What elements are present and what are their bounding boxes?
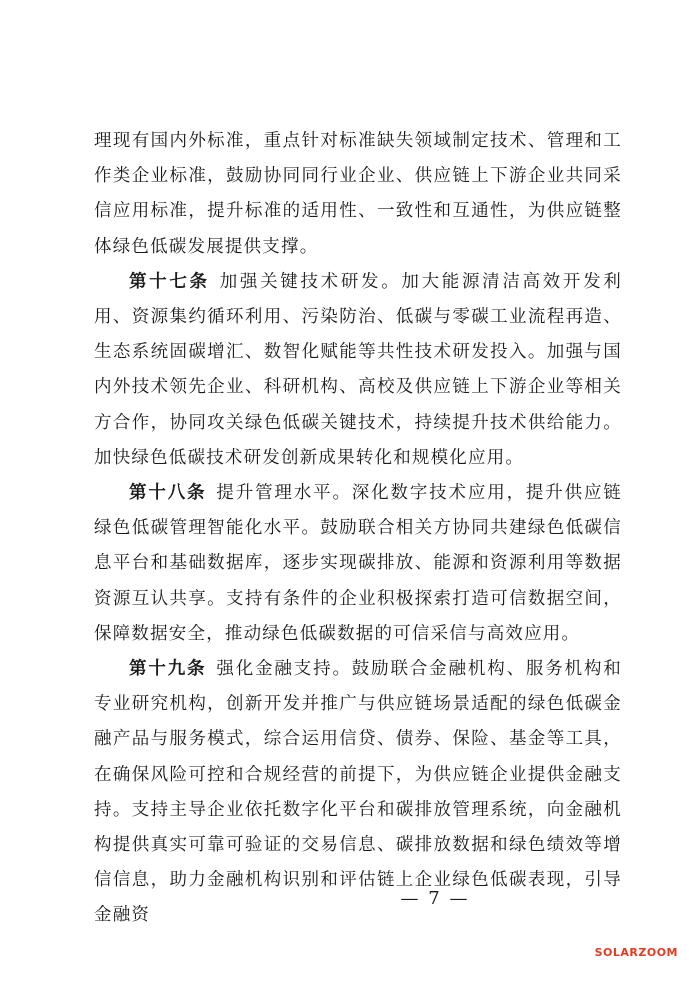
article-18-paragraph: [94, 476, 622, 652]
continuation-text: 理现有国内外标准，重点针对标准缺失领域制定技术、管理和工作类企业标准，鼓励协同同行业企业、供应链上下游企业共同采信应用标准，提升标准的适用性、一致性和互通性，为供应链整体绿色低碳发展提供支撑。: [94, 131, 622, 257]
article-17-text: 加强关键技术研发。加大能源清洁高效开发利用、资源集约循环利用、污染防治、低碳与零碳工业流程再造、生态系统固碳增汇、数智化赋能等共性技术研发投入。加强与国内外技术领先企业、科研机构、高校及供应链上下游企业等相关方合作，协同攻关绿色低碳关键技术，持续提升技术供给能力。加快绿色低碳技术研发创新成果转化和规模化应用。: [94, 271, 622, 468]
article-18-text: 提升管理水平。深化数字技术应用，提升供应链绿色低碳管理智能化水平。鼓励联合相关方协同共建绿色低碳信息平台和基础数据库，逐步实现碳排放、能源和资源利用等数据资源互认共享。支持有条件的企业积极探索打造可信数据空间，保障数据安全，推动绿色低碳数据的可信采信与高效应用。: [94, 483, 622, 644]
solarzoom-watermark: SOLARZOOM: [594, 946, 678, 959]
article-17-paragraph: [94, 265, 622, 476]
article-17-title: 第十七条: [129, 271, 210, 292]
continuation-paragraph: [94, 124, 622, 265]
document-body: [94, 124, 622, 934]
article-19-title: 第十九条: [129, 659, 207, 680]
article-18-title: 第十八条: [129, 483, 207, 504]
page-number: — 7 —: [400, 888, 470, 909]
article-19-text: 强化金融支持。鼓励联合金融机构、服务机构和专业研究机构，创新开发并推广与供应链场景适配的绿色低碳金融产品与服务模式，综合运用信贷、债券、保险、基金等工具，在确保风险可控和合规经营的前提下，为供应链企业提供金融支持。支持主导企业依托数字化平台和碳排放管理系统，向金融机构提供真实可靠可验证的交易信息、碳排放数据和绿色绩效等增信信息，助力金融机构识别和评估链上企业绿色低碳表现，引导金融资: [94, 659, 622, 926]
